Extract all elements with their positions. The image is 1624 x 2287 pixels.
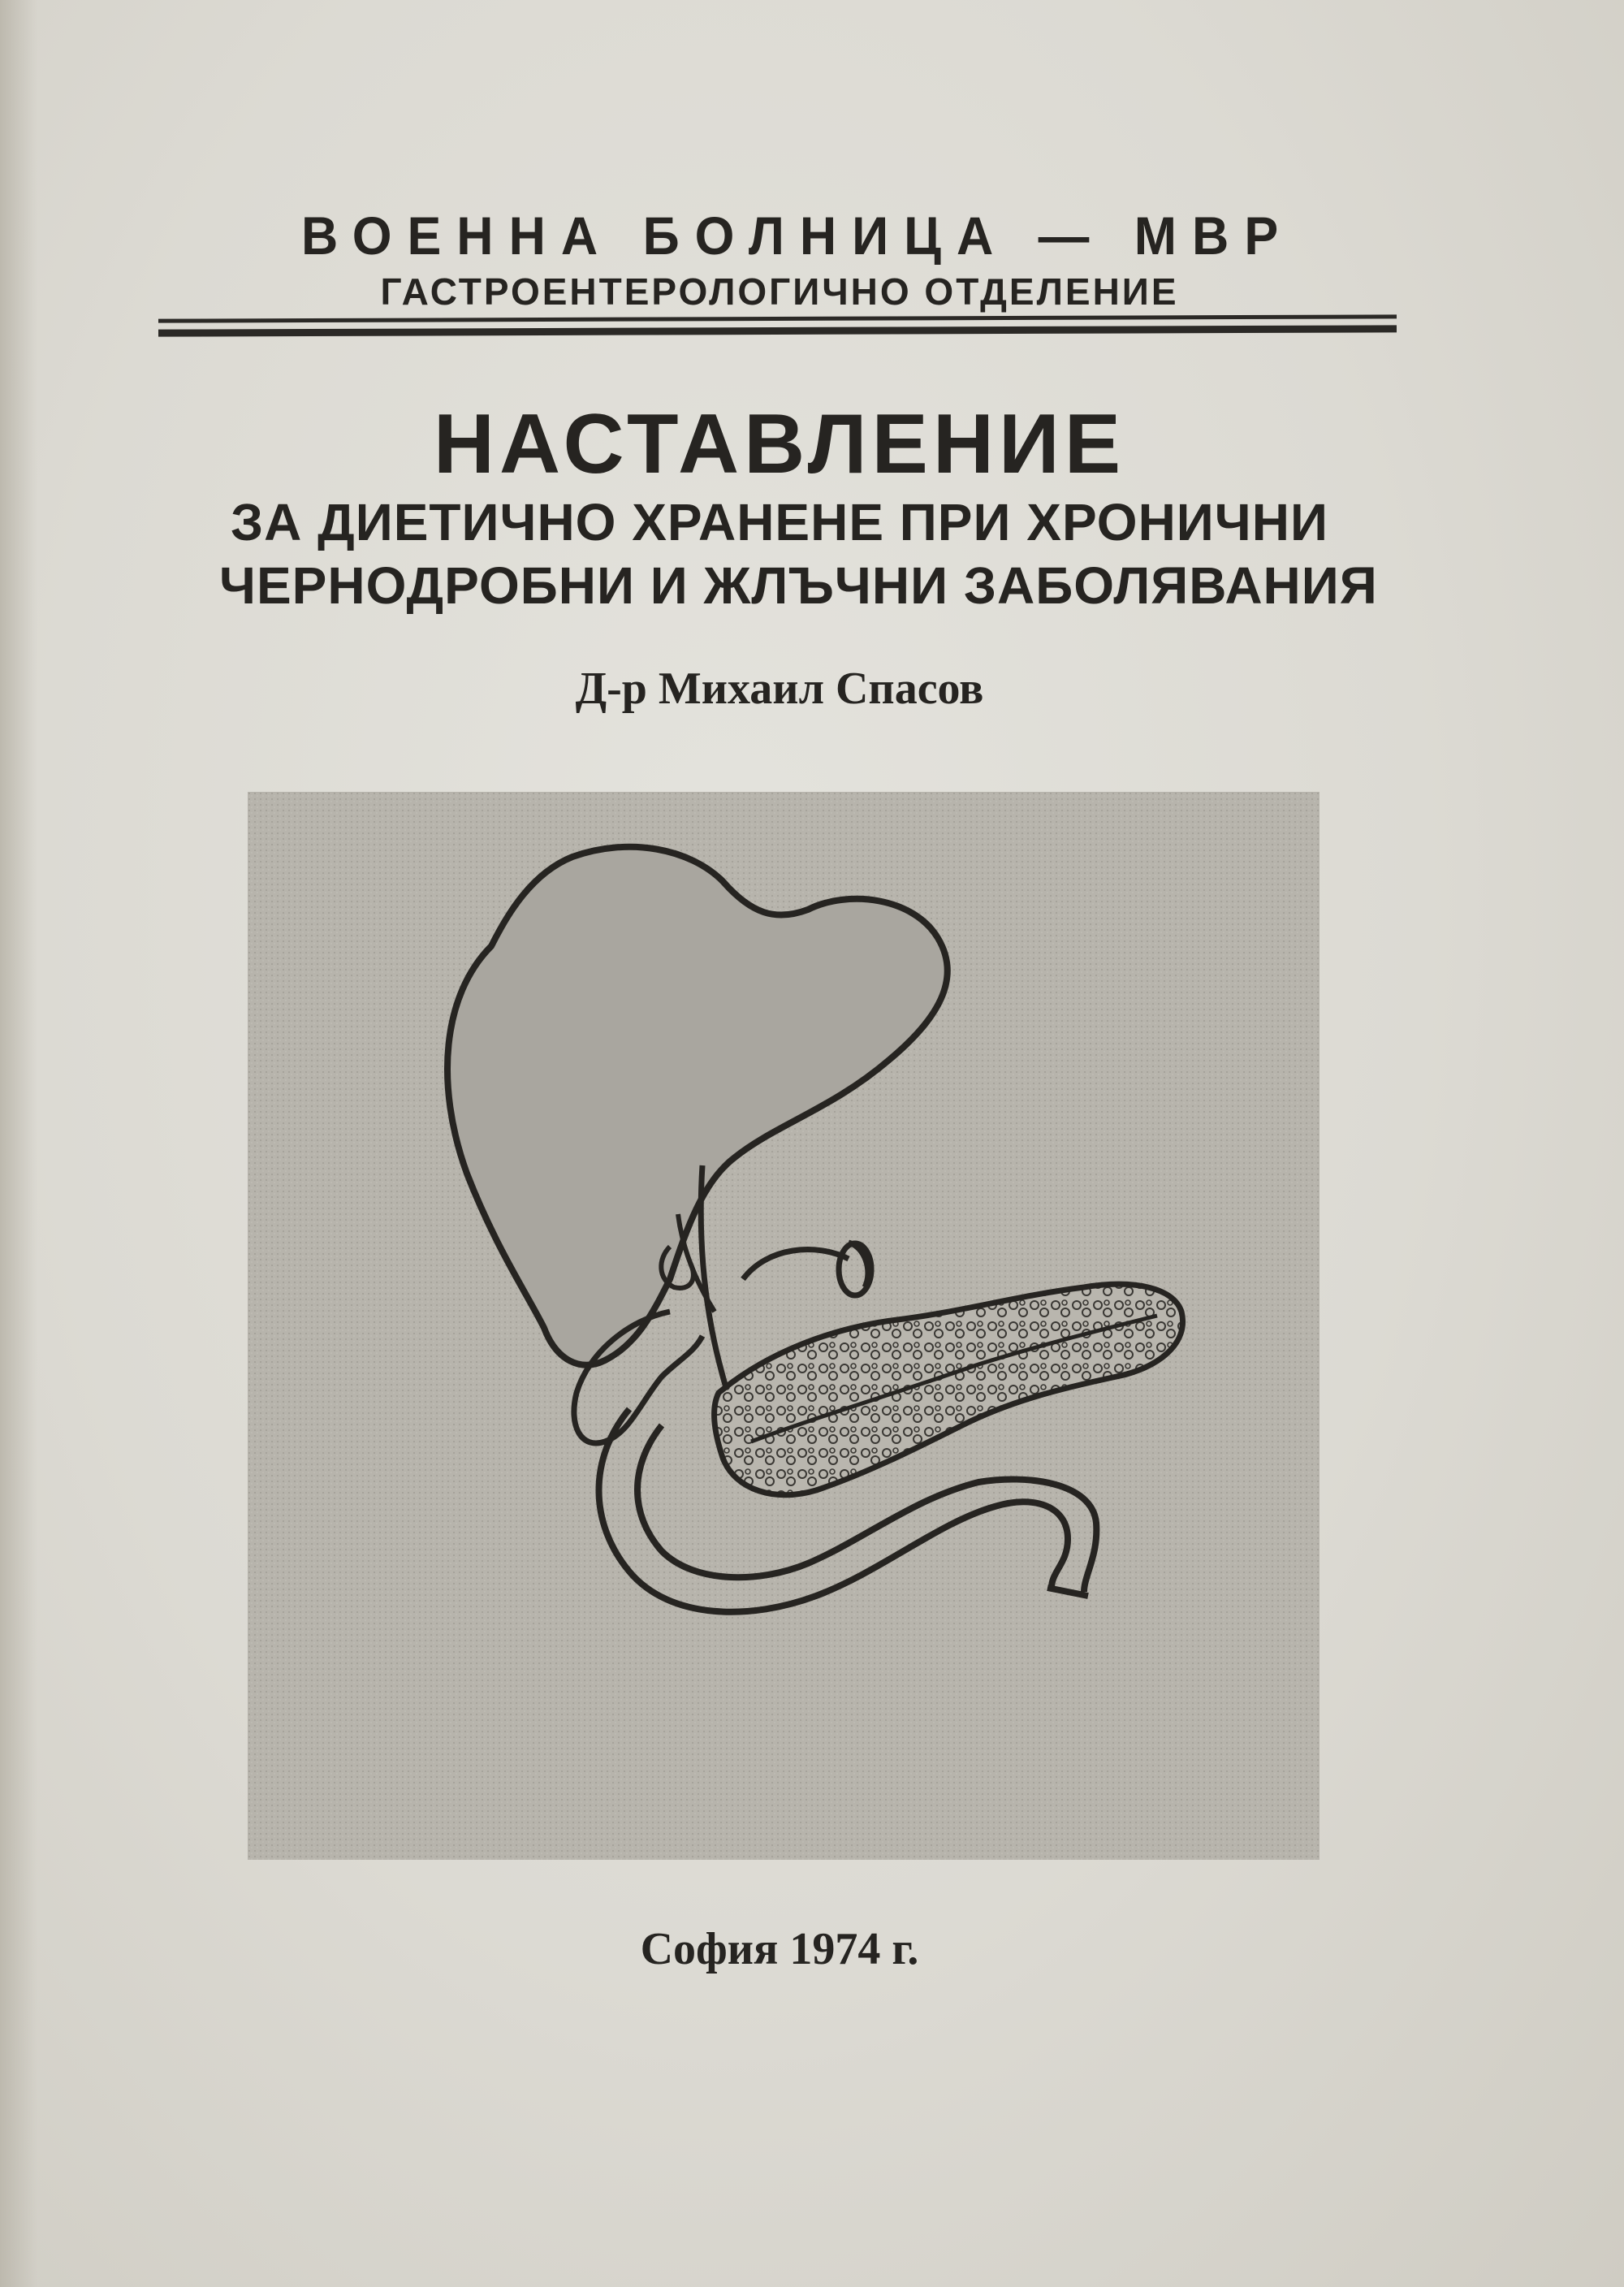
anatomical-illustration (248, 792, 1320, 1860)
institution-name: ВОЕННА БОЛНИЦА — МВР (301, 205, 1294, 266)
author-name: Д-р Михаил Спасов (575, 664, 984, 714)
publication-imprint: София 1974 г. (640, 1924, 919, 1974)
book-subtitle-line-1: ЗА ДИЕТИЧНО ХРАНЕНЕ ПРИ ХРОНИЧНИ (231, 493, 1328, 551)
book-title: НАСТАВЛЕНИЕ (433, 397, 1126, 491)
department-name: ГАСТРОЕНТЕРОЛОГИЧНО ОТДЕЛЕНИЕ (380, 270, 1179, 313)
header-rule-thick (158, 325, 1397, 336)
header-rule-thin (158, 314, 1397, 322)
book-subtitle-line-2: ЧЕРНОДРОБНИ И ЖЛЪЧНИ ЗАБОЛЯВАНИЯ (219, 556, 1378, 615)
spine-shadow (0, 0, 37, 2287)
